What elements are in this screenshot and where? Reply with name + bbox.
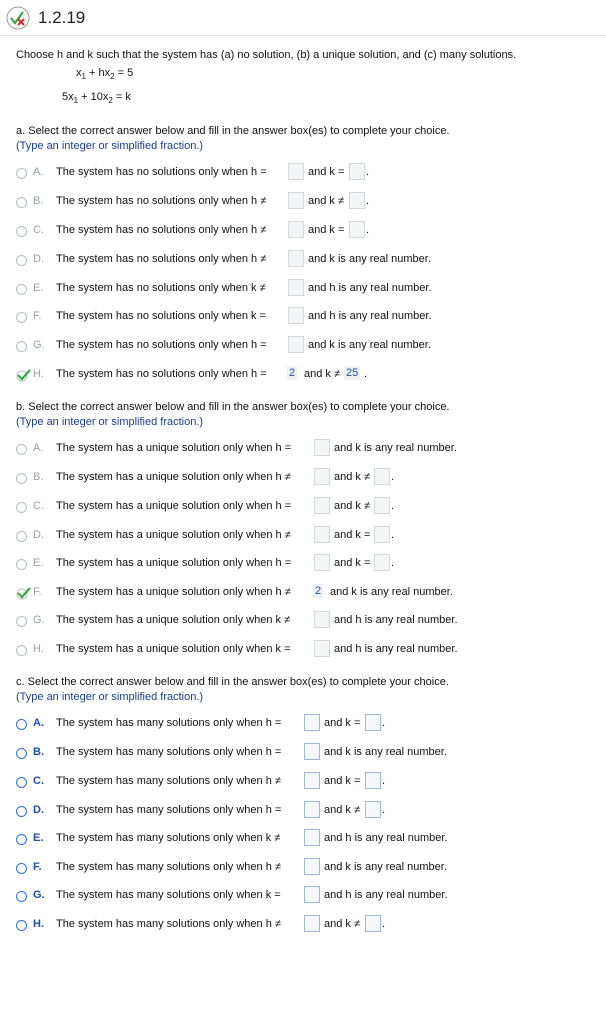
radio-button[interactable] (16, 920, 27, 931)
answer-box-h[interactable] (304, 801, 320, 818)
answer-box-k[interactable] (365, 801, 381, 818)
partial-credit-icon (6, 6, 30, 30)
answer-box-h[interactable] (288, 192, 304, 209)
answer-box-h[interactable] (288, 250, 304, 267)
answer-box-k[interactable] (314, 640, 330, 657)
part-c-hint: (Type an integer or simplified fraction.) (16, 691, 204, 703)
answer-box-h[interactable] (314, 439, 330, 456)
radio-button[interactable] (16, 284, 27, 295)
part-a-title: a. Select the correct answer below and fill in the answer box(es) to complete your choice. (16, 125, 450, 137)
radio-button[interactable] (16, 226, 27, 237)
answer-box-k[interactable] (304, 829, 320, 846)
radio-button[interactable] (16, 616, 27, 627)
correct-check-icon (16, 586, 32, 600)
radio-button[interactable] (16, 806, 27, 817)
answer-k-value: 25 (346, 367, 359, 379)
part-a-hint: (Type an integer or simplified fraction.) (16, 140, 204, 152)
radio-button[interactable] (16, 312, 27, 323)
answer-box-h[interactable] (304, 858, 320, 875)
answer-box-k[interactable] (365, 714, 381, 731)
question-prompt: Choose h and k such that the system has (a) no solution, (b) a unique solution, and (c) many solutions. (16, 49, 517, 61)
answer-h-value: 2 (289, 367, 296, 379)
answer-box-k[interactable] (374, 554, 390, 571)
answer-box-h[interactable] (288, 163, 304, 180)
answer-box-k[interactable] (374, 497, 390, 514)
answer-box-h[interactable] (314, 526, 330, 543)
answer-box-h[interactable] (304, 915, 320, 932)
radio-button[interactable] (16, 834, 27, 845)
radio-button[interactable] (16, 719, 27, 730)
answer-box-k[interactable] (304, 886, 320, 903)
radio-button[interactable] (16, 255, 27, 266)
answer-box-k[interactable] (349, 192, 365, 209)
answer-box-k[interactable] (365, 772, 381, 789)
radio-button[interactable] (16, 559, 27, 570)
answer-box-h[interactable] (304, 772, 320, 789)
radio-button[interactable] (16, 531, 27, 542)
equation-2: $5x_1 + 10x_2 = k$ (62, 91, 131, 106)
part-c-title: c. Select the correct answer below and fill in the answer box(es) to complete your choice. (16, 676, 449, 688)
radio-button[interactable] (16, 645, 27, 656)
answer-box-h[interactable] (314, 468, 330, 485)
radio-button[interactable] (16, 444, 27, 455)
radio-button[interactable] (16, 891, 27, 902)
answer-box-h[interactable] (304, 743, 320, 760)
radio-button[interactable] (16, 341, 27, 352)
answer-box-h[interactable] (288, 221, 304, 238)
question-number: 1.2.19 (38, 8, 86, 27)
correct-check-icon (16, 368, 32, 382)
radio-button[interactable] (16, 502, 27, 513)
answer-box-k[interactable] (374, 526, 390, 543)
part-b-hint: (Type an integer or simplified fraction.) (16, 416, 204, 428)
radio-button[interactable] (16, 748, 27, 759)
answer-box-k[interactable] (349, 221, 365, 238)
answer-h-value: 2 (315, 585, 322, 597)
question-header (0, 0, 606, 36)
answer-box-k[interactable] (314, 611, 330, 628)
answer-box-h[interactable] (314, 554, 330, 571)
answer-box-k[interactable] (288, 279, 304, 296)
radio-button[interactable] (16, 168, 27, 179)
radio-button[interactable] (16, 777, 27, 788)
part-b-title: b. Select the correct answer below and fill in the answer box(es) to complete your choice. (16, 401, 450, 413)
answer-box-h[interactable] (304, 714, 320, 731)
radio-button[interactable] (16, 473, 27, 484)
equation-1: $x_1 + hx_2 = 5$ (76, 67, 134, 82)
answer-box-k[interactable] (365, 915, 381, 932)
answer-box-k[interactable] (288, 307, 304, 324)
answer-box-k[interactable] (349, 163, 365, 180)
radio-button[interactable] (16, 197, 27, 208)
radio-button[interactable] (16, 863, 27, 874)
answer-box-k[interactable] (374, 468, 390, 485)
answer-box-h[interactable] (314, 497, 330, 514)
answer-box-h[interactable] (288, 336, 304, 353)
